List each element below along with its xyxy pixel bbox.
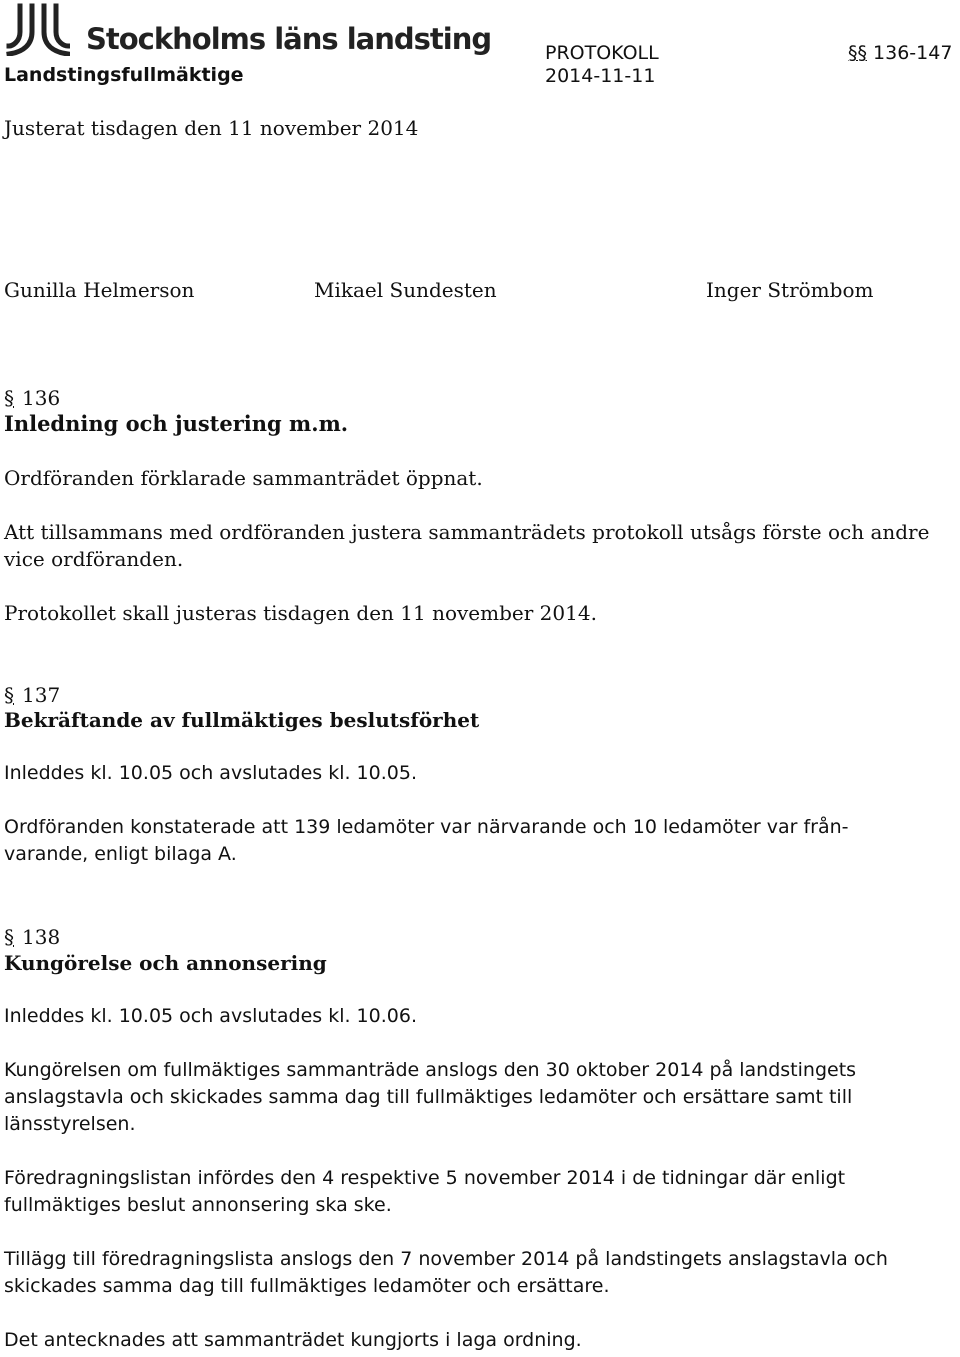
signatory-2: Mikael Sundesten <box>314 278 497 302</box>
signatory-1: Gunilla Helmerson <box>4 278 195 302</box>
document-date: 2014-11-11 <box>545 65 656 87</box>
paragraph: Inleddes kl. 10.05 och avslutades kl. 10.06. <box>4 1005 417 1027</box>
sll-logo-icon <box>6 2 70 56</box>
section-symbol: § <box>4 386 14 410</box>
paragraph: Ordföranden förklarade sammanträdet öppnat. <box>4 466 483 490</box>
section-symbol: § <box>4 683 14 707</box>
section-range-value: 136-147 <box>873 42 953 64</box>
adjusted-line: Justerat tisdagen den 11 november 2014 <box>4 116 419 140</box>
section-137-number: § 137 <box>4 683 61 707</box>
paragraph: skickades samma dag till fullmäktiges ledamöter och ersättare. <box>4 1275 610 1297</box>
section-136-number: § 136 <box>4 386 61 410</box>
section-136-title: Inledning och justering m.m. <box>4 411 349 436</box>
paragraph: Föredragningslistan infördes den 4 respektive 5 november 2014 i de tidningar där enligt <box>4 1167 846 1189</box>
paragraph: Tillägg till föredragningslista anslogs den 7 november 2014 på landstingets anslagstavla och <box>4 1248 888 1270</box>
paragraph: vice ordföranden. <box>4 547 184 571</box>
document-type: PROTOKOLL <box>545 42 659 64</box>
paragraph: Kungörelsen om fullmäktiges sammanträde anslogs den 30 oktober 2014 på landstingets <box>4 1059 857 1081</box>
section-138-number: § 138 <box>4 925 61 949</box>
paragraph: fullmäktiges beslut annonsering ska ske. <box>4 1194 392 1216</box>
signatory-3: Inger Strömbom <box>706 278 874 302</box>
paragraph: Det antecknades att sammanträdet kungjorts i laga ordning. <box>4 1329 582 1351</box>
section-137-title: Bekräftande av fullmäktiges beslutsförhet <box>4 708 480 732</box>
paragraph: varande, enligt bilaga A. <box>4 843 237 865</box>
section-symbol: § <box>4 925 14 949</box>
organization-name: Stockholms läns landsting <box>86 22 492 56</box>
section-range <box>848 42 952 64</box>
section-138-title: Kungörelse och annonsering <box>4 951 327 975</box>
section-symbol: §§ <box>848 42 867 64</box>
paragraph: Inleddes kl. 10.05 och avslutades kl. 10.05. <box>4 762 417 784</box>
body-name: Landstingsfullmäktige <box>4 64 244 86</box>
paragraph: länsstyrelsen. <box>4 1113 136 1135</box>
paragraph: anslagstavla och skickades samma dag till fullmäktiges ledamöter och ersättare samt till <box>4 1086 853 1108</box>
paragraph: Ordföranden konstaterade att 139 ledamöter var närvarande och 10 ledamöter var från- <box>4 816 849 838</box>
paragraph: Att tillsammans med ordföranden justera sammanträdets protokoll utsågs förste och andre <box>4 520 930 544</box>
paragraph: Protokollet skall justeras tisdagen den 11 november 2014. <box>4 601 597 625</box>
